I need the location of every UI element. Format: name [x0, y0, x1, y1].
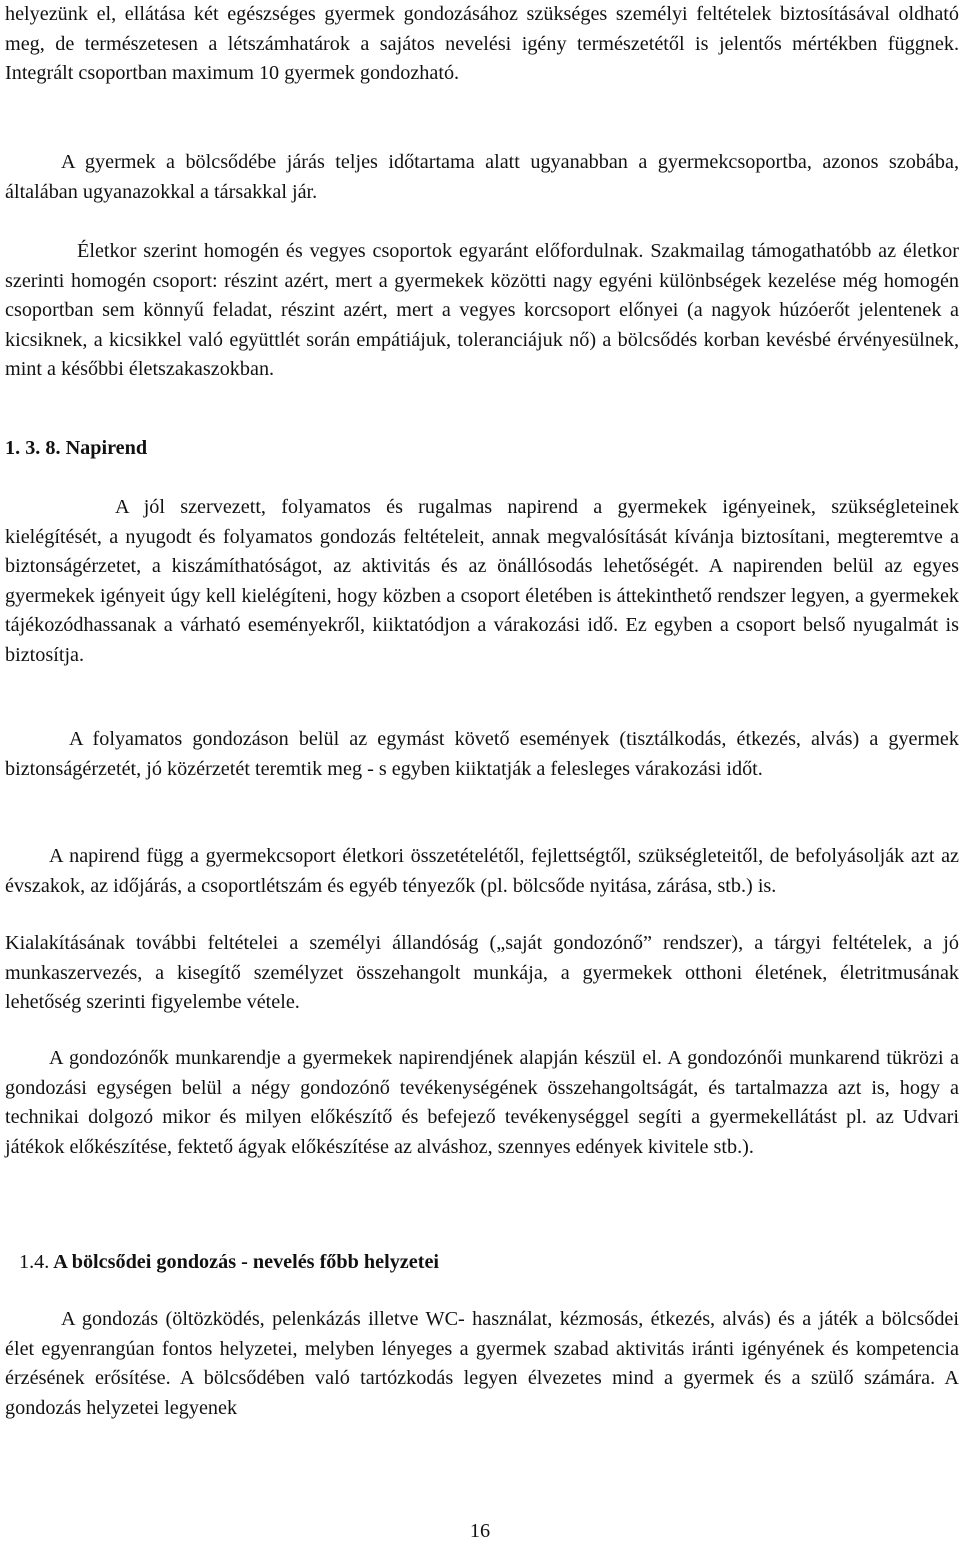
paragraph-7: Kialakításának további feltételei a személyi állandóság („saját gondozónő” rendszer), a tárgyi feltételek, a jó munkaszervezés, a kisegítő személyzet összehangolt munkája, a gyermekek otthoni életének, életritmusának lehetőség szerinti figyelembe vétele.	[5, 932, 959, 1014]
section-title: A bölcsődei gondozás - nevelés főbb helyzetei	[53, 1251, 440, 1273]
paragraph-3: Életkor szerint homogén és vegyes csoportok egyaránt előfordulnak. Szakmailag támogathatóbb az életkor szerinti homogén csoport: részint azért, mert a gyermekek közötti nagy egyéni különbségek kezelése még homogén csoportban sem könnyű feladat, részint azért, mert a vegyes korcsoport előnyei (a nagyok húzóerőt jelentenek a kicsiknek, a kicsikkel való együttlét során empátiájuk, toleranciájuk nő) a bölcsődés korban kevésbé érvényesülnek, mint a későbbi életszakaszokban.	[5, 240, 959, 381]
section-number: 1.4.	[19, 1251, 50, 1273]
paragraph-8: A gondozónők munkarendje a gyermekek napirendjének alapján készül el. A gondozónői munkarend tükrözi a gondozási egységen belül a négy gondozónő tevékenységének összehangoltságát, és tartalmazza azt is, hogy a technikai dolgozó mikor és milyen előkészítő és befejező tevékenységgel segíti a gyermekellátást pl. az Udvari játékok előkészítése, fektető ágyak előkészítése az alváshoz, szennyes edények kivitele stb.).	[5, 1047, 959, 1158]
paragraph-9: A gondozás (öltözködés, pelenkázás illetve WC- használat, kézmosás, étkezés, alvás) és a játék a bölcsődei élet egyenrangúan fontos helyzetei, melyben lényeges a gyermek szabad aktivitás iránti igényének és kompetencia érzésének erősítése. A bölcsődében való tartózkodás legyen élvezetes mind a gyermek és a szülő számára. A gondozás helyzetei legyenek	[5, 1308, 959, 1419]
paragraph-5: A folyamatos gondozáson belül az egymást követő események (tisztálkodás, étkezés, alvás) a gyermek biztonságérzetét, jó közérzetét teremtik meg - s egyben kiiktatják a felesleges várakozási időt.	[5, 728, 959, 780]
paragraph-1: helyezünk el, ellátása két egészséges gyermek gondozásához szükséges személyi feltételek biztosításával oldható meg, de természetesen a létszámhatárok a sajátos nevelési igény természetétől is jelentős mértékben függnek. Integrált csoportban maximum 10 gyermek gondozható.	[5, 3, 959, 85]
section-heading-gondozas	[19, 1248, 439, 1278]
paragraph-4: A jól szervezett, folyamatos és rugalmas napirend a gyermekek igényeinek, szükségleteinek kielégítését, a nyugodt és folyamatos gondozás feltételeit, annak megvalósítását kívánja biztosítani, megteremtve a biztonságérzetet, a kiszámíthatóságot, az aktivitás és az önállósodás lehetőségét. A napirenden belül az egyes gyermekek igényeit úgy kell kielégíteni, hogy közben a csoport életében is áttekinthető rendszer legyen, a gyermekek tájékozódhassanak a várható eseményekről, kiiktatódjon a várakozási idő. Ez egyben a csoport belső nyugalmát is biztosítja.	[5, 496, 959, 666]
paragraph-6: A napirend függ a gyermekcsoport életkori összetételétől, fejlettségtől, szükségleteitől, de befolyásolják azt az évszakok, az időjárás, a csoportlétszám és egyéb tényezők (pl. bölcsőde nyitása, zárása, stb.) is.	[5, 845, 959, 897]
paragraph-2: A gyermek a bölcsődébe járás teljes időtartama alatt ugyanabban a gyermekcsoportba, azonos szobába, általában ugyanazokkal a társakkal jár.	[5, 151, 959, 203]
section-heading-napirend: 1. 3. 8. Napirend	[5, 437, 148, 459]
page-number: 16	[469, 1520, 491, 1542]
